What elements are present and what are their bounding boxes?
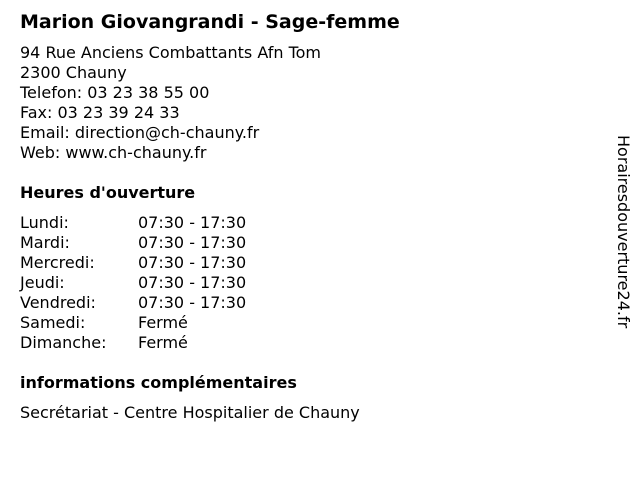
time-value: 07:30 - 17:30 xyxy=(138,213,247,232)
day-label: Vendredi: xyxy=(20,293,96,312)
time-value: 07:30 - 17:30 xyxy=(138,293,247,312)
contact-block xyxy=(20,43,600,163)
time-value: 07:30 - 17:30 xyxy=(138,253,247,272)
day-label: Samedi: xyxy=(20,313,86,332)
time-value: Fermé xyxy=(138,313,188,332)
time-value: 07:30 - 17:30 xyxy=(138,273,247,292)
city-line: 2300 Chauny xyxy=(20,63,127,82)
hours-row-wednesday xyxy=(20,253,600,273)
time-value: Fermé xyxy=(138,333,188,352)
opening-hours-table xyxy=(20,213,600,353)
web-line: Web: www.ch-chauny.fr xyxy=(20,143,207,162)
business-title: Marion Giovangrandi - Sage-femme xyxy=(20,11,400,33)
day-label: Lundi: xyxy=(20,213,69,232)
additional-info-text: Secrétariat - Centre Hospitalier de Chauny xyxy=(20,403,360,422)
business-card xyxy=(20,10,600,423)
hours-row-tuesday xyxy=(20,233,600,253)
fax-line: Fax: 03 23 39 24 33 xyxy=(20,103,180,122)
additional-info-heading: informations complémentaires xyxy=(20,373,297,392)
time-value: 07:30 - 17:30 xyxy=(138,233,247,252)
street-address: 94 Rue Anciens Combattants Afn Tom xyxy=(20,43,322,62)
email-line: Email: direction@ch-chauny.fr xyxy=(20,123,260,142)
hours-row-friday xyxy=(20,293,600,313)
hours-row-monday xyxy=(20,213,600,233)
hours-row-saturday xyxy=(20,313,600,333)
hours-row-sunday xyxy=(20,333,600,353)
day-label: Mardi: xyxy=(20,233,70,252)
hours-row-thursday xyxy=(20,273,600,293)
site-watermark: Horairesdouverture24.fr xyxy=(614,135,633,329)
opening-hours-heading: Heures d'ouverture xyxy=(20,183,196,202)
day-label: Jeudi: xyxy=(20,273,65,292)
phone-line: Telefon: 03 23 38 55 00 xyxy=(20,83,210,102)
day-label: Dimanche: xyxy=(20,333,107,352)
day-label: Mercredi: xyxy=(20,253,95,272)
